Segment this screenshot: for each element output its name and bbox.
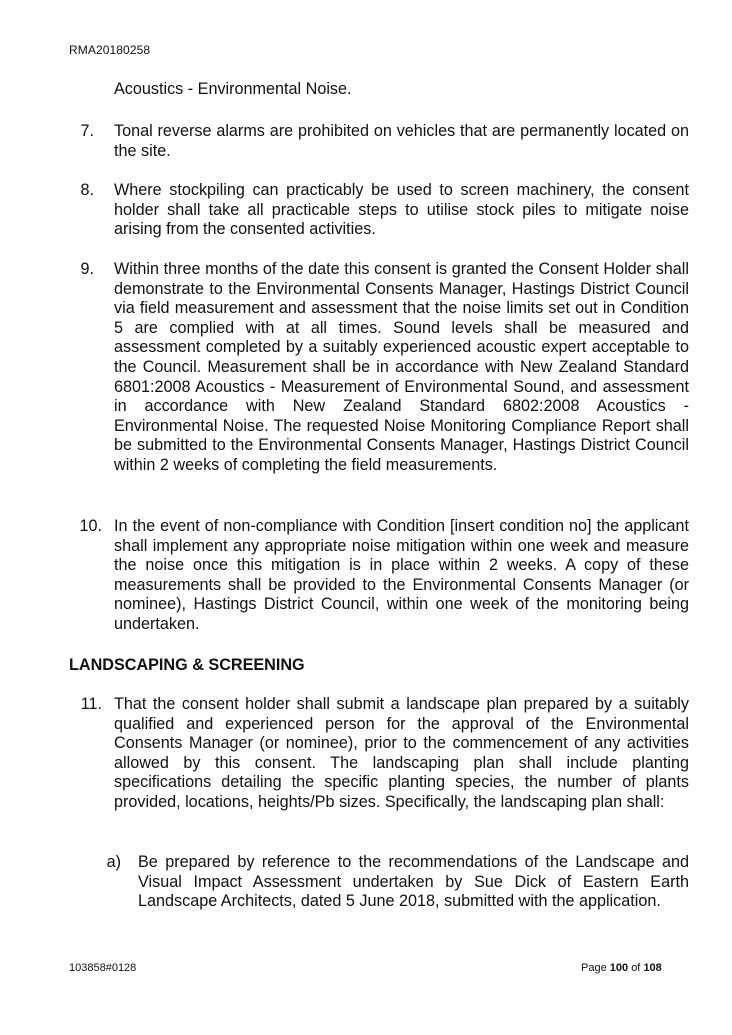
condition-number: 9. xyxy=(80,260,94,278)
subitem-text: Be prepared by reference to the recommendations of the Landscape and Visual Impact Assessment undertaken by Sue Dick of Eastern Earth Landscape Architects, dated 5 June 2018, submitted with the application. xyxy=(138,853,689,911)
continuation-text: Acoustics - Environmental Noise. xyxy=(114,80,352,98)
page-total: 108 xyxy=(643,962,662,974)
condition-text: In the event of non-compliance with Condition [insert condition no] the applicant shall implement any appropriate noise mitigation within one week and measure the noise once this mitigation is in place within 2 weeks. A copy of these measurements shall be provided to the Environmental Consents Manager (or nominee), Hastings District Council, within one week of the monitoring being undertaken. xyxy=(114,517,689,633)
condition-text: Where stockpiling can practicably be used to screen machinery, the consent holder shall take all practicable steps to utilise stock piles to mitigate noise arising from the consented activities. xyxy=(114,181,689,239)
condition-text: Tonal reverse alarms are prohibited on vehicles that are permanently located on the site. xyxy=(114,122,689,160)
section-heading: LANDSCAPING & SCREENING xyxy=(69,656,305,674)
condition-number: 10. xyxy=(79,517,102,535)
condition-text: Within three months of the date this consent is granted the Consent Holder shall demonstrate to the Environmental Consents Manager, Hastings District Council via field measurement and assessment that the noise limits set out in Condition 5 are complied with at all times. Sound levels shall be measured and assessment completed by a suitably experienced acoustic expert acceptable to the Council. Measurement shall be in accordance with New Zealand Standard 6801:2008 Acoustics - Measurement of Environmental Sound, and assessment in accordance with New Zealand Standard 6802:2008 Acoustics - Environmental Noise. The requested Noise Monitoring Compliance Report shall be submitted to the Environmental Consents Manager, Hastings District Council within 2 weeks of completing the field measurements. xyxy=(114,260,689,474)
document-reference: RMA20180258 xyxy=(69,43,151,57)
page-number xyxy=(581,962,662,974)
condition-number: 7. xyxy=(80,122,94,140)
condition-number: 11. xyxy=(80,695,102,713)
page-of: of xyxy=(631,962,641,974)
condition-number: 8. xyxy=(80,181,94,199)
subitem-label: a) xyxy=(106,853,121,871)
page-prefix: Page xyxy=(581,962,607,974)
condition-text: That the consent holder shall submit a landscape plan prepared by a suitably qualified and experienced person for the approval of the Environmental Consents Manager (or nominee), prior to the commencement of any activities allowed by this consent. The landscaping plan shall include planting specifications detailing the specific planting species, the number of plants provided, locations, heights/Pb sizes. Specifically, the landscaping plan shall: xyxy=(114,695,689,811)
footer-document-id: 103858#0128 xyxy=(69,962,137,974)
page-current: 100 xyxy=(609,962,629,974)
